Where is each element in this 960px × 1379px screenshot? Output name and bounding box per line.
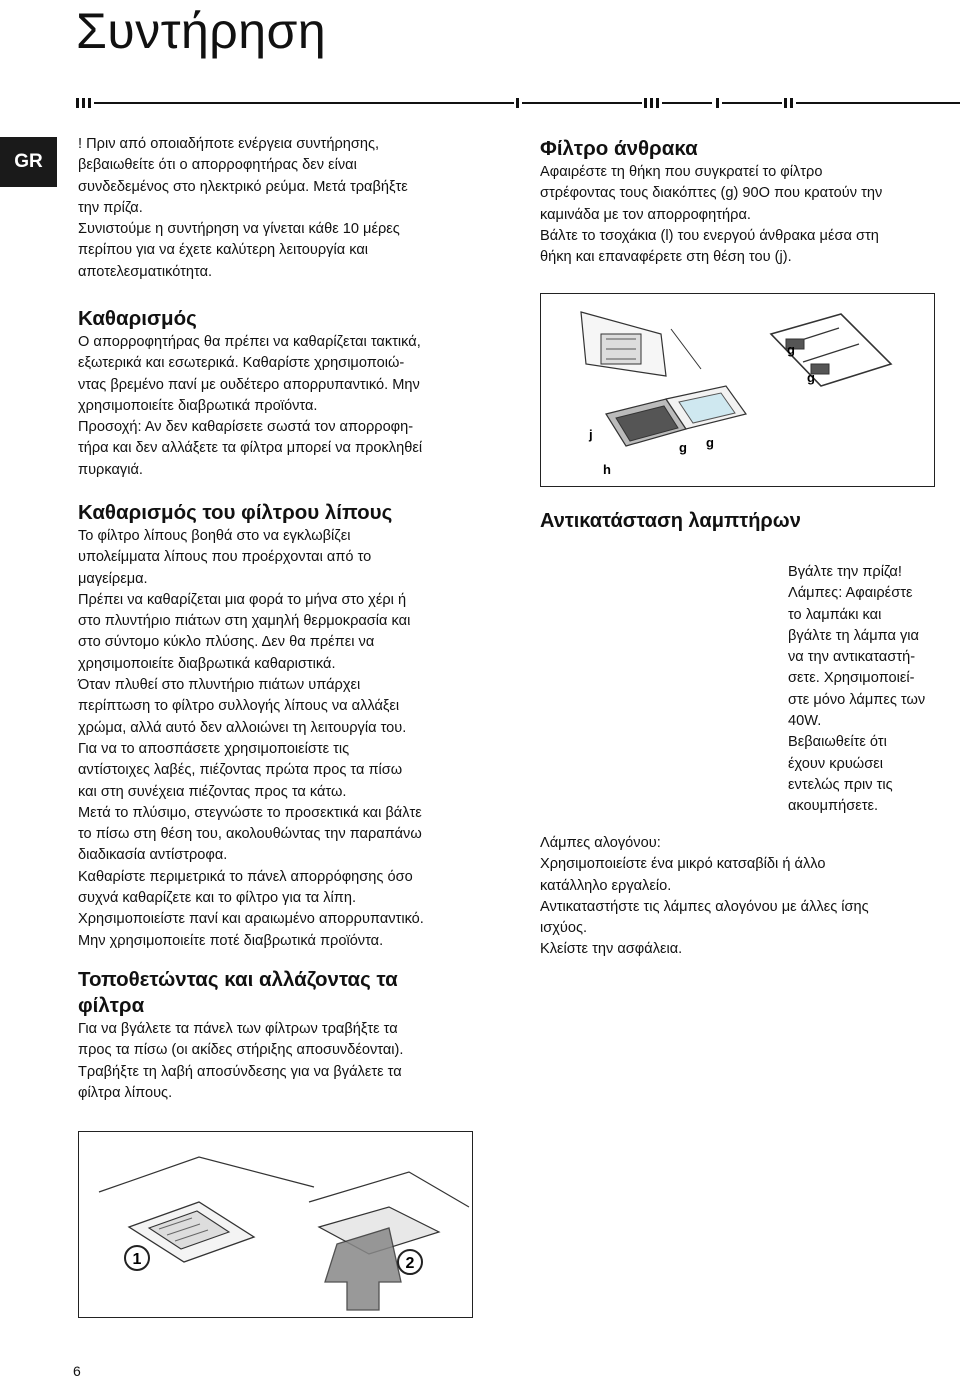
step-2-label: 2 [405, 1255, 415, 1272]
lamp-side-line: στε μόνο λάμπες των [788, 691, 926, 708]
lamp-side-line: Βγάλτε την πρίζα! [788, 564, 902, 580]
filters-heading-line: Τοποθετώντας και αλλάζοντας τα [78, 968, 398, 991]
cleaning-line: πυρκαγιά. [78, 461, 143, 478]
lamp-side-line: να την αντικαταστή- [788, 649, 916, 666]
halogen-line: Αντικαταστήστε τις λάμπες αλογόνου με άλλες ίσης [540, 898, 869, 915]
intro-line: Συνιστούμε η συντήρηση να γίνεται κάθε 10 μέρες [78, 221, 400, 238]
cleaning-section [78, 306, 518, 481]
intro-line: την πρίζα. [78, 199, 143, 216]
grease-filter-line: Πρέπει να καθαρίζεται μια φορά το μήνα στο χέρι ή [78, 591, 407, 608]
grease-filter-line: χρησιμοποιείτε διαβρωτικά καθαριστικά. [78, 655, 336, 672]
lamp-side-line: εντελώς πριν τις [788, 776, 893, 793]
filters-line: φίλτρα λίπους. [78, 1084, 173, 1101]
carbon-filter-line: καμινάδα με τον απορροφητήρα. [540, 206, 751, 223]
grease-filter-line: περίπτωση το φίλτρο συλλογής λίπους να αλλάξει [78, 698, 400, 715]
label-j: j [589, 427, 593, 442]
page-title: Συντήρηση [76, 3, 327, 59]
lamp-side-line: Βεβαιωθείτε ότι [788, 734, 887, 751]
grease-filter-heading: Καθαρισμός του φίλτρου λίπους [78, 501, 393, 524]
cleaning-line: Ο απορροφητήρας θα πρέπει να καθαρίζεται τακτικά, [78, 334, 421, 350]
intro-block [78, 134, 518, 283]
carbon-filter-illustration [541, 294, 934, 486]
intro-line: βεβαιωθείτε ότι ο απορροφητήρας δεν είναι [78, 157, 357, 174]
carbon-filter-figure [540, 293, 935, 487]
halogen-block [540, 833, 960, 961]
grease-filter-line: Το φίλτρο λίπους βοηθά στο να εγκλωβίζει [78, 528, 351, 544]
halogen-line: κατάλληλο εργαλείο. [540, 877, 672, 894]
cleaning-line: τήρα και δεν αλλάξετε τα φίλτρα μπορεί να προκληθεί [78, 440, 423, 457]
grease-filter-line: και στη συνέχεια πιέζοντας προς τα κάτω. [78, 783, 347, 800]
grease-filter-line: Καθαρίστε περιμετρικά το πάνελ απορρόφησης όσο [78, 868, 413, 885]
filters-line: Τραβήξτε τη λαβή αποσύνδεσης για να βγάλετε τα [78, 1063, 402, 1080]
cleaning-line: χρησιμοποιείτε διαβρωτικά προϊόντα. [78, 397, 318, 414]
cleaning-line: εξωτερικά και εσωτερικά. Καθαρίστε χρησιμοποιώ- [78, 355, 405, 372]
label-g: g [706, 435, 714, 450]
halogen-line: Λάμπες αλογόνου: [540, 835, 661, 851]
step-1-label: 1 [132, 1251, 142, 1268]
lamp-side-text [788, 562, 960, 818]
grease-filter-line: αντίστοιχες λαβές, πιέζοντας πρώτα προς τα πίσω [78, 762, 403, 779]
intro-line: συνδεδεμένος στο ηλεκτρικό ρεύμα. Μετά τραβήξτε [78, 178, 408, 195]
lamp-side-line: το λαμπάκι και [788, 606, 882, 623]
grease-filter-line: υπολείμματα λίπους που προέρχονται από το [78, 549, 372, 566]
intro-line: ! Πριν από οποιαδήποτε ενέργεια συντήρησης, [78, 136, 380, 152]
lamp-side-line: Λάμπες: Αφαιρέστε [788, 585, 913, 602]
carbon-filter-section [540, 136, 960, 268]
filter-removal-illustration [79, 1132, 472, 1317]
lamp-side-line: ακουμπήσετε. [788, 798, 879, 815]
header-rule [76, 98, 960, 108]
cleaning-line: ντας βρεμένο πανί με ουδέτερο απορρυπαντικό. Μην [78, 376, 420, 393]
carbon-filter-line: θήκη και επαναφέρετε στη θέση του (j). [540, 249, 792, 266]
lamp-side-line: 40W. [788, 713, 822, 730]
grease-filter-section [78, 500, 518, 952]
label-g: g [807, 370, 815, 385]
carbon-filter-line: στρέφοντας τους διακόπτες (g) 90O που κρατούν την [540, 185, 883, 202]
grease-filter-line: Για να το αποσπάσετε χρησιμοποιείστε τις [78, 740, 350, 757]
lamp-section [540, 508, 960, 534]
filters-section [78, 967, 518, 1104]
filters-line: Για να βγάλετε τα πάνελ των φίλτρων τραβήξτε τα [78, 1021, 398, 1037]
lamp-heading: Αντικατάσταση λαμπτήρων [540, 510, 801, 532]
carbon-filter-line: Αφαιρέστε τη θήκη που συγκρατεί το φίλτρο [540, 164, 823, 180]
halogen-line: ισχύος. [540, 920, 588, 937]
label-h: h [603, 462, 611, 477]
intro-line: περίπου για να έχετε καλύτερη λειτουργία και [78, 242, 369, 259]
carbon-filter-heading: Φίλτρο άνθρακα [540, 137, 698, 160]
grease-filter-line: το πίσω στη θέση του, ακολουθώντας την παραπάνω [78, 826, 422, 843]
halogen-line: Χρησιμοποιείστε ένα μικρό κατσαβίδι ή άλλο [540, 856, 826, 873]
grease-filter-line: διαδικασία αντίστροφα. [78, 847, 228, 864]
lamp-side-line: σετε. Χρησιμοποιεί- [788, 670, 915, 687]
filters-line: προς τα πίσω (οι ακίδες στήριξης αποσυνδέονται). [78, 1042, 404, 1059]
lamp-side-line: έχουν κρυώσει [788, 755, 883, 772]
grease-filter-line: Μην χρησιμοποιείτε ποτέ διαβρωτικά προϊόντα. [78, 932, 384, 949]
grease-filter-line: χρώμα, αλλά αυτό δεν αλλοιώνει τη λειτουργία του. [78, 719, 407, 736]
lamp-side-line: βγάλτε τη λάμπα για [788, 627, 919, 644]
label-g: g [679, 440, 687, 455]
cleaning-heading: Καθαρισμός [78, 307, 197, 330]
grease-filter-line: στο πλυντήριο πιάτων στη χαμηλή θερμοκρασία και [78, 613, 411, 630]
page-number: 6 [73, 1363, 81, 1379]
grease-filter-line: μαγείρεμα. [78, 570, 148, 587]
grease-filter-line: Όταν πλυθεί στο πλυντήριο πιάτων υπάρχει [78, 677, 361, 694]
intro-line: αποτελεσματικότητα. [78, 263, 213, 280]
grease-filter-line: στο σύντομο κύκλο πλύσης. Δεν θα πρέπει να [78, 634, 375, 651]
carbon-filter-line: Βάλτε το τσοχάκια (l) του ενεργού άνθρακα μέσα στη [540, 227, 879, 244]
language-tab: GR [0, 137, 57, 187]
filters-heading-line: φίλτρα [78, 994, 145, 1017]
grease-filter-line: συχνά καθαρίζετε και το φίλτρο για τα λίπη. [78, 890, 357, 907]
grease-filter-line: Χρησιμοποιείστε πανί και αραιωμένο απορρυπαντικό. [78, 911, 424, 928]
halogen-line: Κλείστε την ασφάλεια. [540, 941, 683, 958]
label-g: g [787, 342, 795, 357]
cleaning-line: Προσοχή: Αν δεν καθαρίσετε σωστά τον απορροφη- [78, 419, 414, 436]
filter-removal-figure [78, 1131, 473, 1318]
grease-filter-line: Μετά το πλύσιμο, στεγνώστε το προσεκτικά και βάλτε [78, 804, 422, 821]
